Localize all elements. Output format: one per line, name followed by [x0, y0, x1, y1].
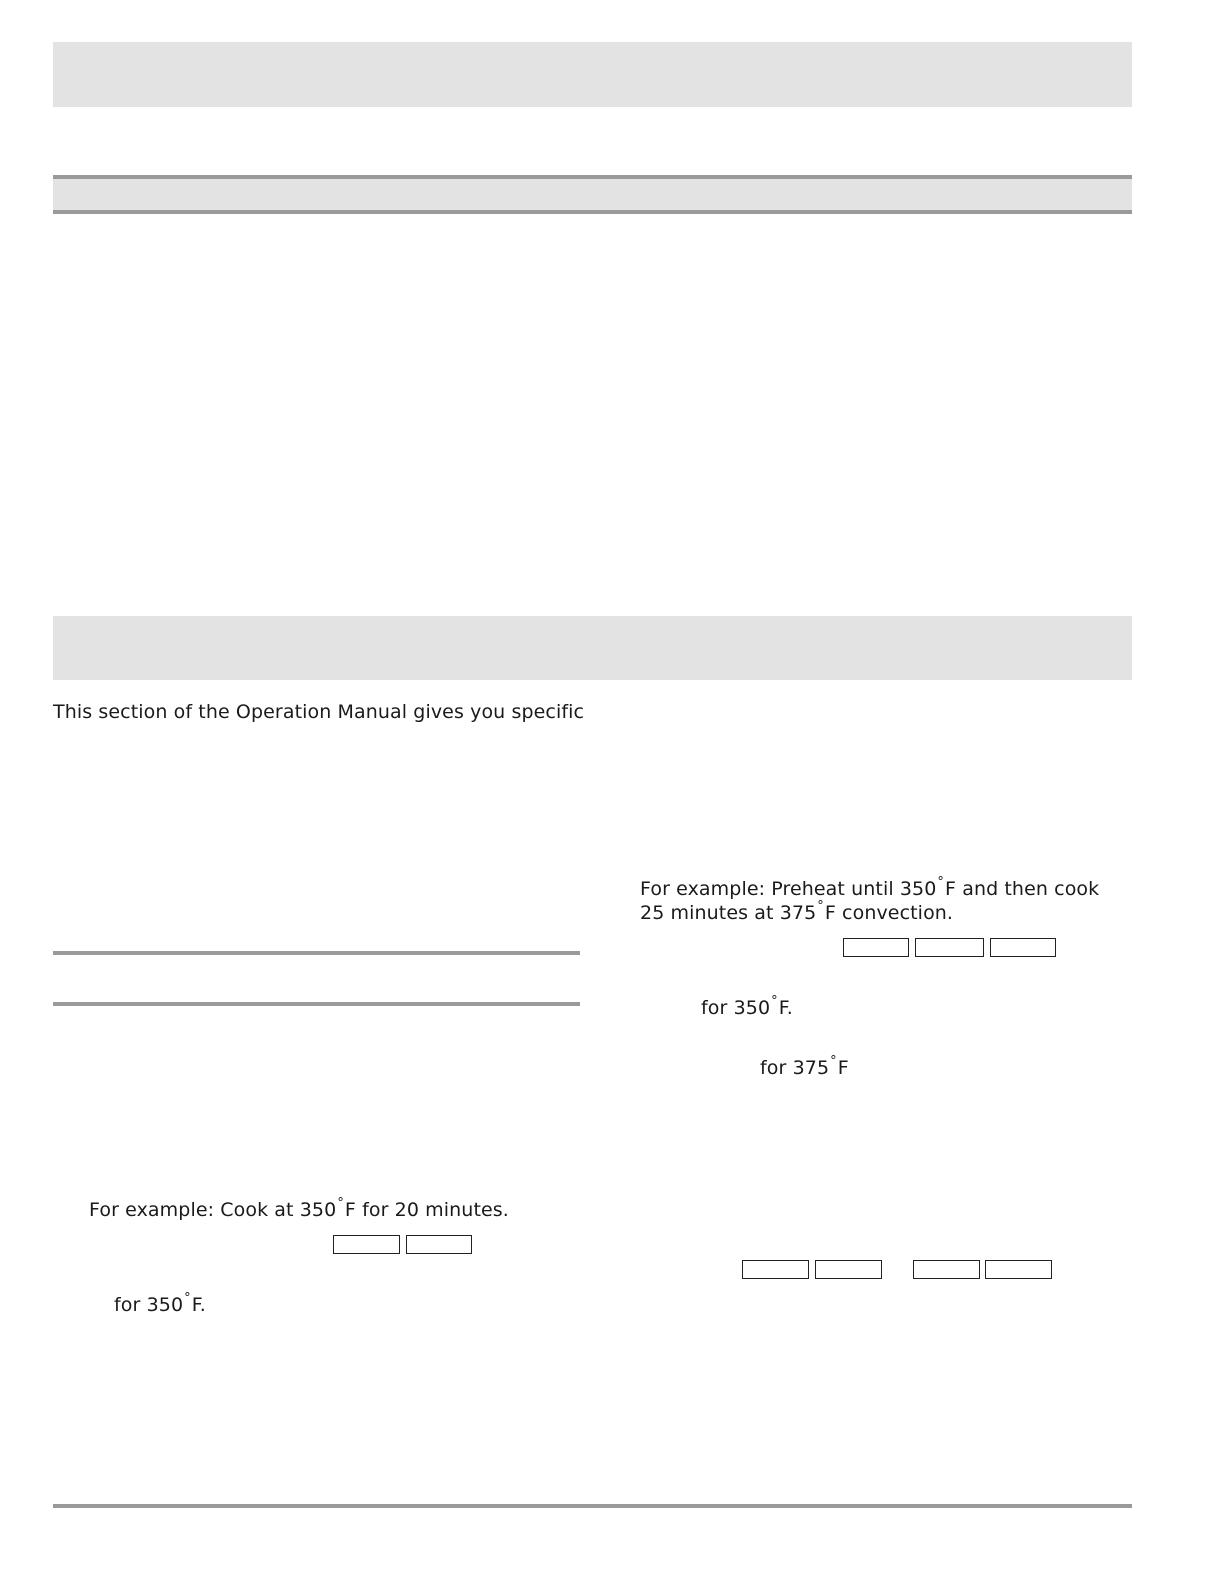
time-key-4: [985, 1260, 1052, 1279]
intro-text: This section of the Operation Manual gives you specific: [53, 701, 585, 723]
cook-key-2: [406, 1235, 472, 1254]
preheat-key-3: [990, 938, 1056, 957]
time-key-1: [742, 1260, 809, 1279]
time-key-3: [913, 1260, 980, 1279]
top-header-band: [53, 42, 1132, 107]
degree-sign: °: [830, 1054, 837, 1069]
convection-temp-step: for 375°F: [760, 1054, 849, 1079]
section-title-band: [53, 178, 1132, 212]
preheat-example-line-1: For example: Preheat until 350°F and then cook: [640, 875, 1100, 900]
preheat-example-line-2: 25 minutes at 375°F convection.: [640, 899, 954, 924]
cook-key-1: [333, 1235, 400, 1254]
section-title-top-rule: [53, 175, 1132, 179]
degree-sign: °: [337, 1196, 344, 1211]
cook-example-line: For example: Cook at 350°F for 20 minutes.: [89, 1196, 509, 1221]
degree-sign: °: [184, 1291, 191, 1306]
cook-temp-step: for 350°F.: [114, 1291, 206, 1316]
preheat-temp-step: for 350°F.: [701, 994, 793, 1019]
section-title-bottom-rule: [53, 210, 1132, 214]
degree-sign: °: [937, 875, 945, 890]
preheat-key-1: [843, 938, 909, 957]
preheat-key-2: [915, 938, 984, 957]
subheading-top-rule: [53, 951, 580, 955]
subheading-bottom-rule: [53, 1002, 580, 1006]
footer-rule: [53, 1504, 1132, 1508]
time-key-2: [815, 1260, 882, 1279]
degree-sign: °: [817, 899, 824, 914]
degree-sign: °: [771, 994, 778, 1009]
chapter-header-band: [53, 616, 1132, 680]
